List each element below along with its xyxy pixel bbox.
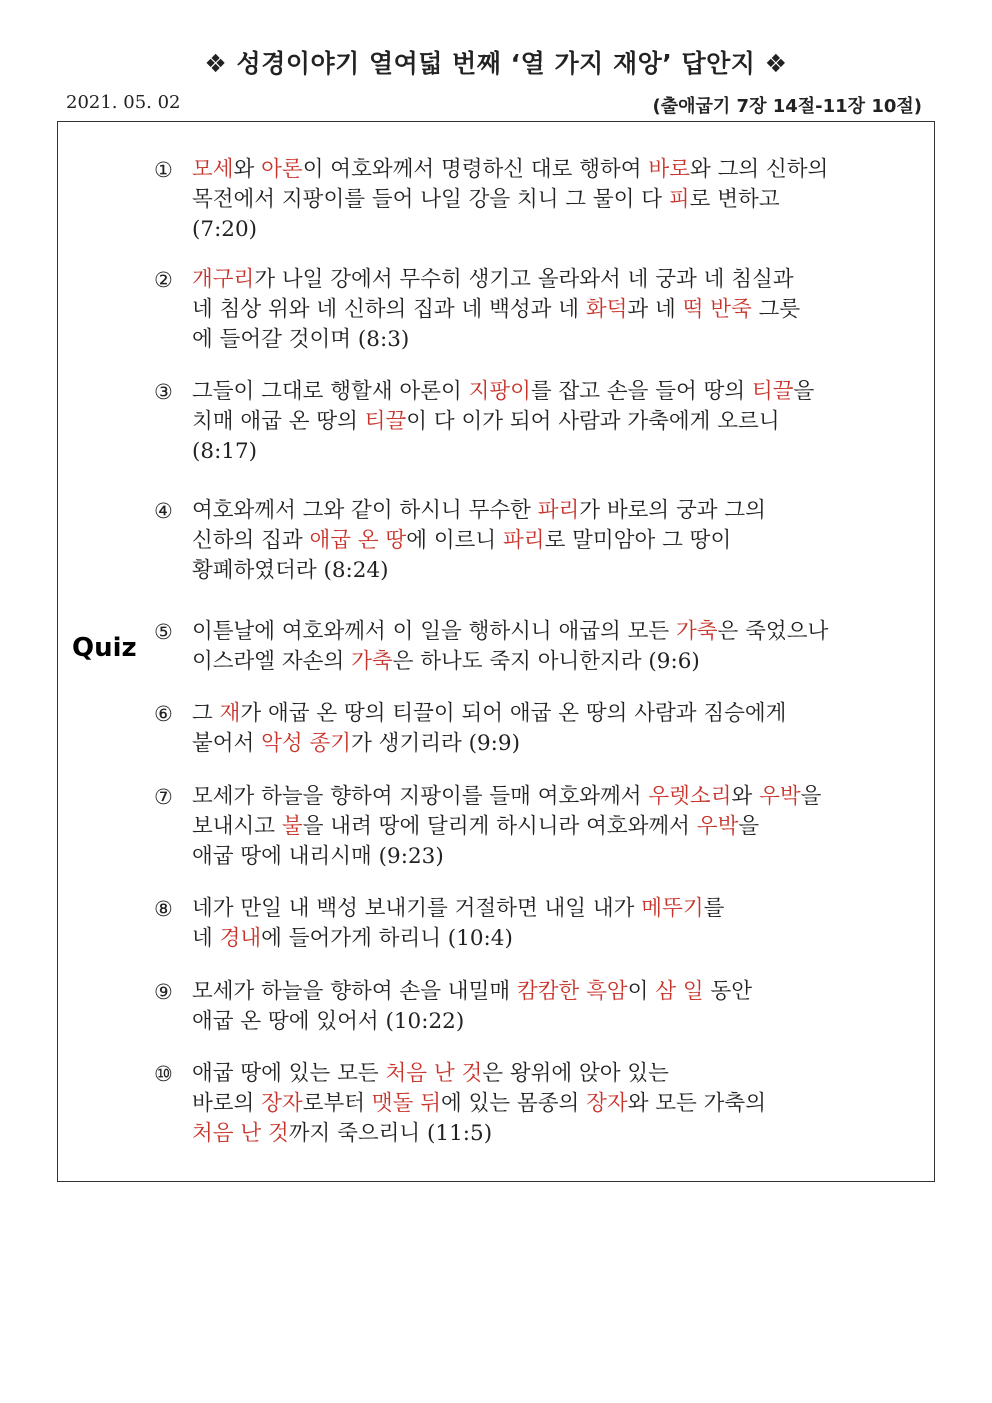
item-number: ⑩	[154, 1062, 173, 1086]
verse-text: 로 변하고	[689, 187, 780, 212]
answer-highlight: 우박	[759, 784, 801, 809]
verse-text: 와	[731, 784, 760, 809]
quiz-item-5	[154, 617, 932, 677]
verse-text: 그들이 그대로 행할새 아론이	[192, 379, 469, 404]
item-line	[192, 526, 932, 556]
verse-text: 애굽 땅에 내리시매 (9:23)	[192, 844, 444, 869]
answer-highlight: 떡 반죽	[682, 297, 752, 322]
item-line	[192, 842, 932, 872]
verse-text: 로 말미암아 그 땅이	[544, 528, 732, 553]
answer-highlight: 개구리	[192, 267, 255, 292]
item-line	[192, 377, 932, 407]
page-title: ❖ 성경이야기 열여덟 번째 ‘열 가지 재앙’ 답안지 ❖	[204, 49, 788, 78]
item-line	[192, 155, 932, 185]
item-line	[192, 812, 932, 842]
verse-text: 은 하나도 죽지 아니한지라 (9:6)	[392, 649, 700, 674]
answer-highlight: 가축	[676, 619, 718, 644]
answer-highlight: 우렛소리	[648, 784, 732, 809]
verse-text: 은 죽었으나	[717, 619, 829, 644]
verse-text: 네	[192, 926, 220, 951]
item-line	[192, 617, 932, 647]
verse-text: 을 내려 땅에 달리게 하시니라 여호와께서	[302, 814, 697, 839]
answer-highlight: 바로	[648, 157, 690, 182]
answer-highlight: 우박	[696, 814, 739, 839]
verse-text: 을	[738, 814, 760, 839]
quiz-item-1	[154, 155, 932, 245]
item-line	[192, 496, 932, 526]
item-line	[192, 215, 932, 245]
answer-highlight: 티끌	[751, 379, 794, 404]
verse-text: 이 다 이가 되어 사람과 가축에게 오르니	[406, 409, 780, 434]
answer-highlight: 파리	[503, 528, 545, 553]
quiz-item-6	[154, 699, 932, 759]
answer-highlight: 모세	[192, 157, 234, 182]
answer-highlight: 아론	[261, 157, 303, 182]
answer-highlight: 파리	[537, 498, 580, 523]
verse-text: 가 애굽 온 땅의 티끌이 되어 애굽 온 땅의 사람과 짐승에게	[240, 701, 787, 726]
quiz-item-10	[154, 1059, 932, 1149]
verse-text: 와	[233, 157, 262, 182]
item-number: ⑤	[154, 620, 173, 644]
answer-highlight: 경내	[219, 926, 262, 951]
verse-text: (7:20)	[192, 217, 258, 242]
verse-text: 에 들어갈 것이며 (8:3)	[192, 327, 410, 352]
verse-text: 을	[793, 379, 815, 404]
verse-text: 이스라엘 자손의	[192, 649, 352, 674]
verse-text: 에 들어가게 하리니 (10:4)	[261, 926, 513, 951]
quiz-item-4	[154, 496, 932, 586]
answer-highlight: 맷돌 뒤	[371, 1091, 442, 1116]
quiz-item-7	[154, 782, 932, 872]
verse-text: 애굽 온 땅에 있어서 (10:22)	[192, 1009, 465, 1034]
verse-text: 를	[703, 896, 725, 921]
quiz-label: Quiz	[72, 633, 137, 663]
answer-highlight: 가축	[351, 649, 393, 674]
verse-text: 가 바로의 궁과 그의	[579, 498, 766, 523]
verse-text: 동안	[703, 979, 752, 1004]
verse-text: 목전에서 지팡이를 들어 나일 강을 치니 그 물이 다	[192, 187, 669, 212]
verse-text: 여호와께서 그와 같이 하시니 무수한	[192, 498, 538, 523]
item-number: ⑦	[154, 785, 173, 809]
verse-text: 에 이르니	[406, 528, 504, 553]
answer-highlight: 화덕	[585, 297, 628, 322]
answer-highlight: 지팡이	[468, 379, 531, 404]
item-line	[192, 437, 932, 467]
verse-text: 신하의 집과	[192, 528, 310, 553]
verse-text: 이 여호와께서 명령하신 대로 행하여	[302, 157, 649, 182]
answer-highlight: 티끌	[364, 409, 407, 434]
date-label: 2021. 05. 02	[66, 92, 181, 113]
verse-text: 보내시고	[192, 814, 282, 839]
answer-highlight: 피	[668, 187, 690, 212]
verse-text: 네가 만일 내 백성 보내기를 거절하면 내일 내가	[192, 896, 642, 921]
verse-text: 치매 애굽 온 땅의	[192, 409, 365, 434]
answer-highlight: 캄캄한 흑암	[516, 979, 628, 1004]
item-number: ⑨	[154, 980, 173, 1004]
verse-text: 에 있는 몸종의	[441, 1091, 587, 1116]
item-line	[192, 1059, 932, 1089]
answer-highlight: 처음 난 것	[385, 1061, 483, 1086]
item-number: ④	[154, 499, 173, 523]
quiz-item-8	[154, 894, 932, 954]
item-number: ③	[154, 380, 173, 404]
item-line	[192, 729, 932, 759]
item-line	[192, 295, 932, 325]
item-line	[192, 647, 932, 677]
item-number: ⑥	[154, 702, 173, 726]
item-line	[192, 185, 932, 215]
verse-text: 그릇	[751, 297, 801, 322]
answer-highlight: 삼 일	[655, 979, 704, 1004]
item-line	[192, 699, 932, 729]
scripture-reference: (출애굽기 7장 14절-11장 10절)	[652, 96, 922, 117]
item-line	[192, 556, 932, 586]
item-line	[192, 977, 932, 1007]
item-line	[192, 894, 932, 924]
verse-text: 바로의	[192, 1091, 262, 1116]
verse-text: 은 왕위에 앉아 있는	[482, 1061, 669, 1086]
verse-text: 과 네	[627, 297, 683, 322]
verse-text: 이	[627, 979, 656, 1004]
item-line	[192, 407, 932, 437]
answer-highlight: 애굽 온 땅	[309, 528, 407, 553]
item-number: ①	[154, 158, 173, 182]
verse-text: 네 침상 위와 네 신하의 집과 네 백성과 네	[192, 297, 586, 322]
verse-text: 이튿날에 여호와께서 이 일을 행하시니 애굽의 모든	[192, 619, 676, 644]
verse-text: 그	[192, 701, 220, 726]
quiz-item-2	[154, 265, 932, 355]
verse-text: 모세가 하늘을 향하여 손을 내밀매	[192, 979, 517, 1004]
answer-highlight: 악성 종기	[261, 731, 352, 756]
answer-highlight: 장자	[586, 1091, 628, 1116]
verse-text: 를 잡고 손을 들어 땅의	[530, 379, 752, 404]
answer-highlight: 불	[281, 814, 303, 839]
verse-text: 황폐하였더라 (8:24)	[192, 558, 389, 583]
verse-text: 을	[800, 784, 822, 809]
item-number: ⑧	[154, 897, 173, 921]
item-line	[192, 1089, 932, 1119]
verse-text: 붙어서	[192, 731, 262, 756]
item-line	[192, 782, 932, 812]
verse-text: 애굽 땅에 있는 모든	[192, 1061, 386, 1086]
verse-text: (8:17)	[192, 439, 258, 464]
verse-text: 가 생기리라 (9:9)	[351, 731, 520, 756]
answer-highlight: 메뚜기	[641, 896, 704, 921]
verse-text: 로부터	[302, 1091, 372, 1116]
quiz-item-3	[154, 377, 932, 467]
verse-text: 모세가 하늘을 향하여 지팡이를 들매 여호와께서	[192, 784, 649, 809]
item-number: ②	[154, 268, 173, 292]
item-line	[192, 325, 932, 355]
answer-highlight: 장자	[261, 1091, 303, 1116]
answer-highlight: 처음 난 것	[192, 1121, 289, 1146]
verse-text: 가 나일 강에서 무수히 생기고 올라와서 네 궁과 네 침실과	[254, 267, 794, 292]
item-line	[192, 265, 932, 295]
verse-text: 와 그의 신하의	[689, 157, 829, 182]
answer-highlight: 재	[219, 701, 241, 726]
item-line	[192, 924, 932, 954]
verse-text: 와 모든 가축의	[627, 1091, 766, 1116]
quiz-item-9	[154, 977, 932, 1037]
item-line	[192, 1119, 932, 1149]
item-line	[192, 1007, 932, 1037]
verse-text: 까지 죽으리니 (11:5)	[288, 1121, 493, 1146]
